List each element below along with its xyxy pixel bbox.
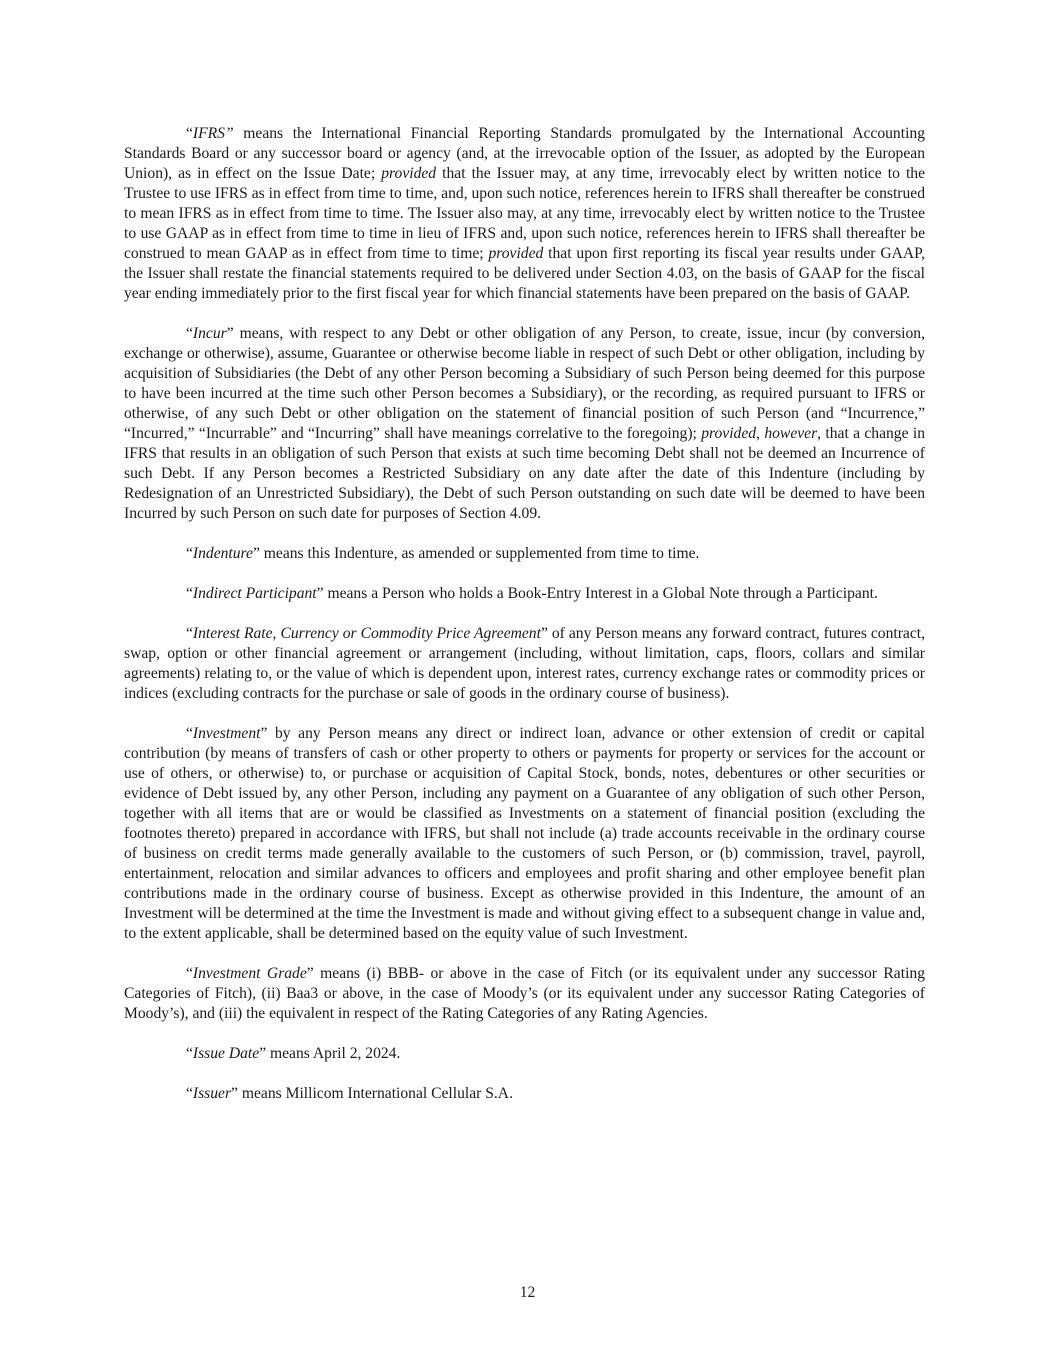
text-run: ” means this Indenture, as amended or supplemented from time to time.	[252, 545, 700, 562]
defined-term: provided	[701, 425, 757, 442]
text-run: “	[186, 965, 193, 982]
page-number: 12	[519, 1284, 536, 1301]
definition-interest-rate-agreement	[124, 624, 925, 704]
definition-investment-grade	[124, 964, 925, 1024]
text-run: means the International Financial Reporting Standards promulgated by the International Accounting Standards Board or any successor board or agency (and, at the irrevocable option of the Issuer, as adopted by the European Union), as in effect on the Issue Date;	[124, 125, 925, 182]
defined-term: however	[764, 425, 818, 442]
text-run: ” means April 2, 2024.	[259, 1045, 401, 1062]
text-run: “	[186, 1045, 193, 1062]
definition-ifrs	[124, 124, 925, 304]
text-run: ” means Millicom International Cellular S.A.	[231, 1085, 513, 1102]
definition-indenture	[124, 544, 925, 564]
defined-term: provided	[488, 245, 544, 262]
definition-issue-date	[124, 1044, 925, 1064]
definitions-body	[124, 124, 925, 1124]
defined-term: Issuer	[192, 1085, 232, 1102]
text-run: ” by any Person means any direct or indirect loan, advance or other extension of credit or capital contribution (by means of transfers of cash or other property to others or payments for property or services for the account or use of others, or otherwise) to, or purchase or acquisition of Capital Stock, bonds, notes, debentures or other securities or evidence of Debt issued by, any other Person, including any payment on a Guarantee of any obligation of such other Person, together with all items that are or would be classified as Investments on a statement of financial position (excluding the footnotes thereto) prepared in accordance with IFRS, but shall not include (a) trade accounts receivable in the ordinary course of business on credit terms made generally available to the customers of such Person, or (b) commission, travel, payroll, entertainment, relocation and similar advances to officers and employees and profit sharing and other employee benefit plan contributions made in the ordinary course of business. Except as otherwise provided in this Indenture, the amount of an Investment will be determined at the time the Investment is made and without giving effect to a subsequent change in value and, to the extent applicable, shall be determined based on the equity value of such Investment.	[124, 725, 925, 942]
text-run: “	[186, 625, 193, 642]
defined-term: Indenture	[192, 545, 253, 562]
text-run: ” means, with respect to any Debt or other obligation of any Person, to create, issue, incur (by conversion, exchange or otherwise), assume, Guarantee or otherwise become liable in respect of such Debt or other obligation, including by acquisition of Subsidiaries (the Debt of any other Person becoming a Subsidiary of such Person being deemed for this purpose to have been incurred at the time such other Person becomes a Subsidiary), or the recording, as required pursuant to IFRS or otherwise, of any such Debt or other obligation on the statement of financial position of such Person (and “Incurrence,” “Incurred,” “Incurrable” and “Incurring” shall have meanings correlative to the foregoing);	[124, 325, 925, 442]
text-run: “	[186, 1085, 193, 1102]
text-run: , that a change in IFRS that results in an obligation of such Person that exists at such time becoming Debt shall not be deemed an Incurrence of such Debt. If any Person becomes a Restricted Subsidiary on any date after the date of this Indenture (including by Redesignation of an Unrestricted Subsidiary), the Debt of such Person outstanding on such date will be deemed to have been Incurred by such Person on such date for purposes of Section 4.09.	[124, 425, 925, 522]
definition-issuer	[124, 1084, 925, 1104]
text-run: ” of any Person means any forward contract, futures contract, swap, option or other financial agreement or arrangement (including, without limitation, caps, floors, collars and similar agreements) relating to, or the value of which is dependent upon, interest rates, currency exchange rates or commodity prices or indices (excluding contracts for the purchase or sale of goods in the ordinary course of business).	[124, 625, 925, 702]
defined-term: Currency or Commodity Price Agreement	[280, 625, 541, 642]
defined-term: Indirect Participant	[192, 585, 317, 602]
text-run: ,	[756, 425, 765, 442]
definition-indirect-participant	[124, 584, 925, 604]
text-run: “	[186, 725, 193, 742]
defined-term: Investment	[192, 725, 261, 742]
defined-term: provided	[381, 165, 437, 182]
definition-incur	[124, 324, 925, 524]
text-run: “	[186, 325, 193, 342]
definition-investment	[124, 724, 925, 944]
text-run: ” means a Person who holds a Book-Entry Interest in a Global Note through a Participant.	[316, 585, 878, 602]
text-run: “	[186, 545, 193, 562]
defined-term: Interest Rate	[192, 625, 273, 642]
text-run: “	[186, 585, 193, 602]
text-run: “	[186, 125, 193, 142]
text-run: that the Issuer may, at any time, irrevocably elect by written notice to the Trustee to use IFRS as in effect from time to time, and, upon such notice, references herein to IFRS shall thereafter be construed to mean IFRS as in effect from time to time. The Issuer also may, at any time, irrevocably elect by written notice to the Trustee to use GAAP as in effect from time to time in lieu of IFRS and, upon such notice, references herein to IFRS shall thereafter be construed to mean GAAP as in effect from time to time;	[124, 165, 926, 262]
defined-term: Incur	[192, 325, 227, 342]
text-run: ,	[272, 625, 281, 642]
text-run: that upon first reporting its fiscal year results under GAAP, the Issuer shall restate the financial statements required to be delivered under Section 4.03, on the basis of GAAP for the fiscal year ending immediately prior to the first fiscal year for which financial statements have been prepared on the basis of GAAP.	[124, 245, 925, 302]
defined-term: Issue Date	[192, 1045, 260, 1062]
text-run: ” means (i) BBB- or above in the case of Fitch (or its equivalent under any successor Rating Categories of Fitch), (ii) Baa3 or above, in the case of Moody’s (or its equivalent under any successor Rating Categories of Moody’s), and (iii) the equivalent in respect of the Rating Categories of any Rating Agencies.	[124, 965, 925, 1022]
defined-term: IFRS”	[192, 125, 234, 142]
defined-term: Investment Grade	[192, 965, 307, 982]
